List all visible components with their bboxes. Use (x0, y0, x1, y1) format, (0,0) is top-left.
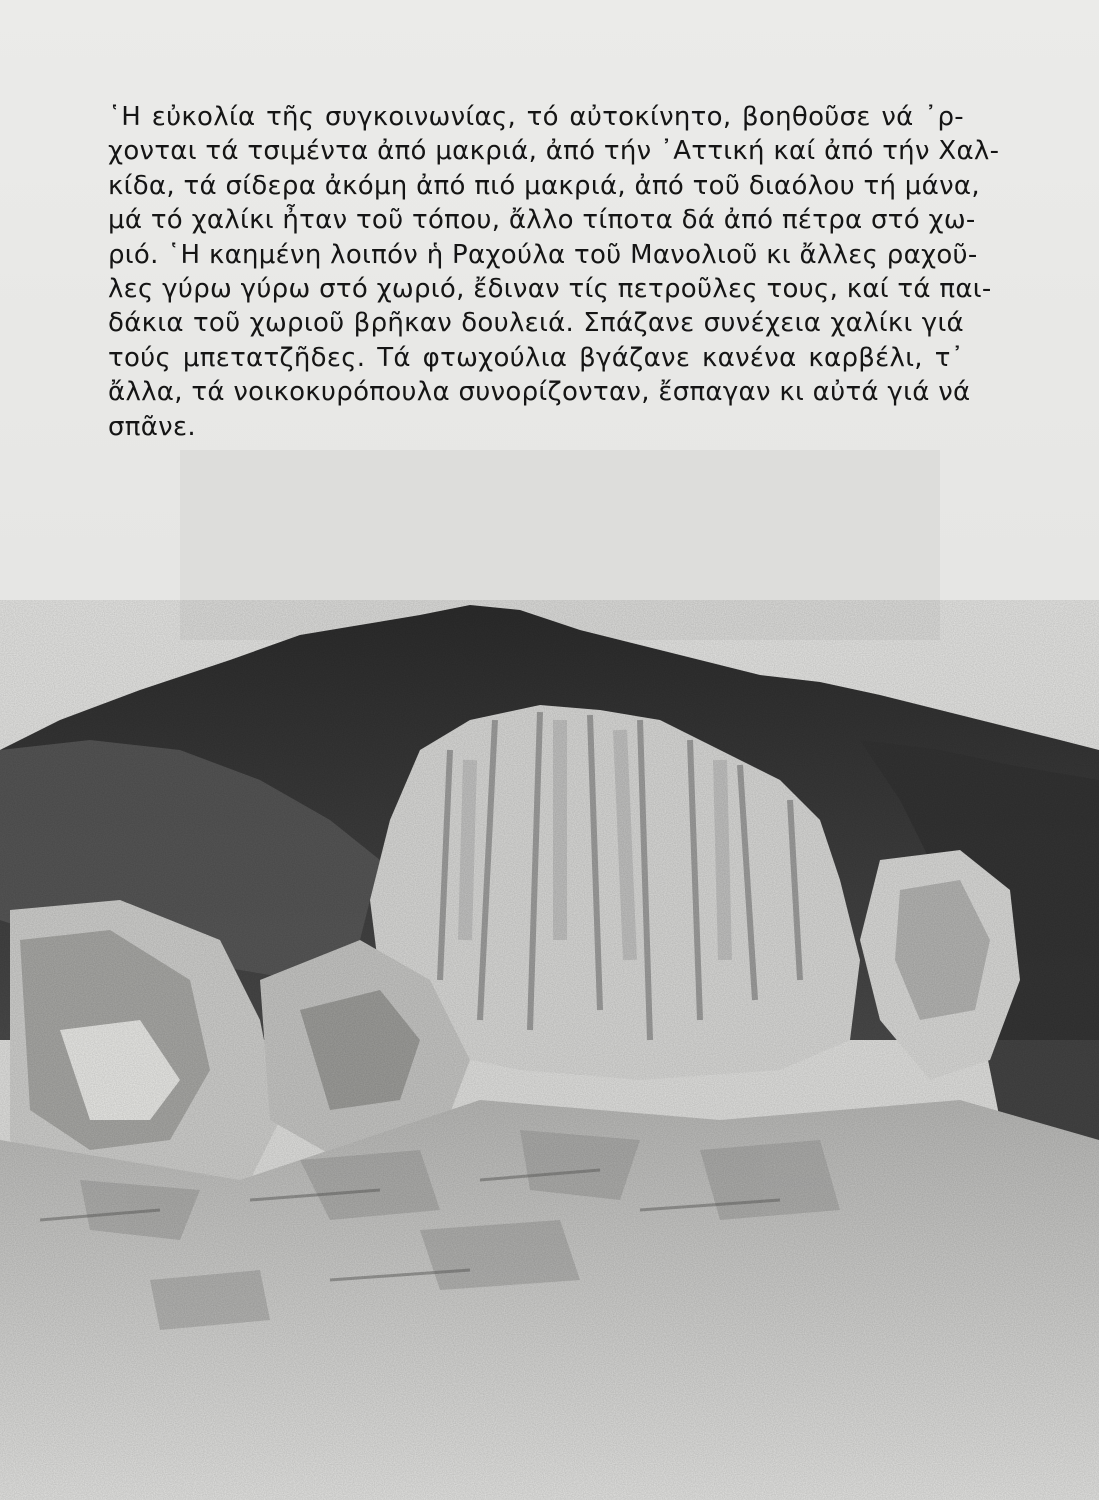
text-line: ῾Η εὐκολία τῆς συγκοινωνίας, τό αὐτοκίνητο, βοηθοῦσε νά ᾽ρ- (108, 102, 964, 132)
body-paragraph (108, 100, 1000, 444)
text-line: δάκια τοῦ χωριοῦ βρῆκαν δουλειά. Σπάζανε συνέχεια χαλίκι γιά (108, 308, 964, 339)
rocky-hill-illustration (0, 420, 1099, 1500)
text-line: τούς μπετατζῆδες. Τά φτωχούλια βγάζανε κανένα καρβέλι, τ᾽ (108, 342, 964, 373)
text-line: λες γύρω γύρω στό χωριό, ἔδιναν τίς πετροῦλες τους, καί τά παι- (108, 273, 992, 304)
text-line: ριό. ῾Η καημένη λοιπόν ἡ Ραχούλα τοῦ Μανολιοῦ κι ἄλλες ραχοῦ- (108, 239, 978, 270)
text-line: χονται τά τσιμέντα ἀπό μακριά, ἀπό τήν ᾽Αττική καί ἀπό τήν Χαλ- (108, 136, 1000, 167)
rocky-hill-drawing (0, 420, 1099, 1500)
text-line: ἄλλα, τά νοικοκυρόπουλα συνορίζονταν, ἔσπαγαν κι αὐτά γιά νά (108, 377, 971, 408)
text-line: σπᾶνε. (108, 411, 196, 442)
text-line: κίδα, τά σίδερα ἀκόμη ἀπό πιό μακριά, ἀπό τοῦ διαόλου τή μάνα, (108, 170, 980, 201)
text-line: μά τό χαλίκι ἦταν τοῦ τόπου, ἄλλο τίποτα δά ἀπό πέτρα στό χω- (108, 205, 976, 236)
